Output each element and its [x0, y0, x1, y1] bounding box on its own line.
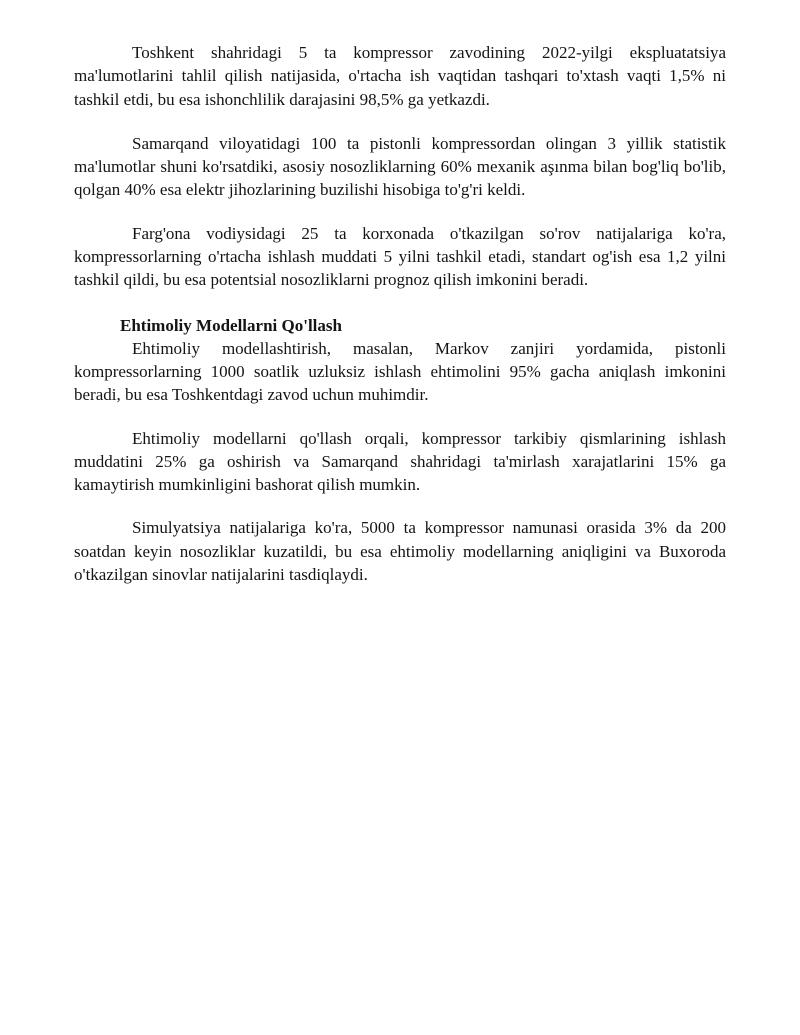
section-heading: Ehtimoliy Modellarni Qo'llash — [120, 315, 342, 335]
paragraph-component-lifetime: Ehtimoliy modellarni qo'llash orqali, kompressor tarkibiy qismlarining ishlash muddatini 25% ga oshirish va Samarqand shahridagi ta'mirlash xarajatlarini 15% ga kamaytirish mumkinligini bashorat qilish mumkin. — [74, 428, 726, 495]
paragraph-samarqand-statistics: Samarqand viloyatidagi 100 ta pistonli kompressordan olingan 3 yillik statistik ma'lumotlar shuni ko'rsatdiki, asosiy nosozliklarning 60% mexanik aşınma bilan bog'liq bo'lib, qolgan 40% esa elektr jihozlarining buzilishi hisobiga to'g'ri keldi. — [74, 133, 726, 200]
paragraph-tashkent-reliability: Toshkent shahridagi 5 ta kompressor zavodining 2022-yilgi ekspluatatsiya ma'lumotlarini tahlil qilish natijasida, o'rtacha ish vaqtidan tashqari to'xtash vaqti 1,5% ni tashkil etdi, bu esa ishonchlilik darajasini 98,5% ga yetkazdi. — [74, 43, 726, 109]
paragraph-fergana-survey: Farg'ona vodiysidagi 25 ta korxonada o'tkazilgan so'rov natijalariga ko'ra, kompressorlarning o'rtacha ishlash muddati 5 yilni tashkil etadi, standart og'ish esa 1,2 yilni tashkil qildi, bu esa potentsial nosozliklarni prognoz qilish imkonini beradi. — [74, 223, 726, 290]
paragraph-simulation-results: Simulyatsiya natijalariga ko'ra, 5000 ta kompressor namunasi orasida 3% da 200 soatdan keyin nosozliklar kuzatildi, bu esa ehtimoliy modellarning aniqligini va Buxoroda o'tkazilgan sinovlar natijalarini tasdiqlaydi. — [74, 518, 726, 585]
paragraph-markov-modeling: Ehtimoliy modellashtirish, masalan, Markov zanjiri yordamida, pistonli kompressorlarning 1000 soatlik uzluksiz ishlash ehtimolini 95% gacha aniqlash imkonini beradi, bu esa Toshkentdagi zavod uchun muhimdir. — [74, 338, 726, 405]
document-page — [74, 41, 726, 586]
